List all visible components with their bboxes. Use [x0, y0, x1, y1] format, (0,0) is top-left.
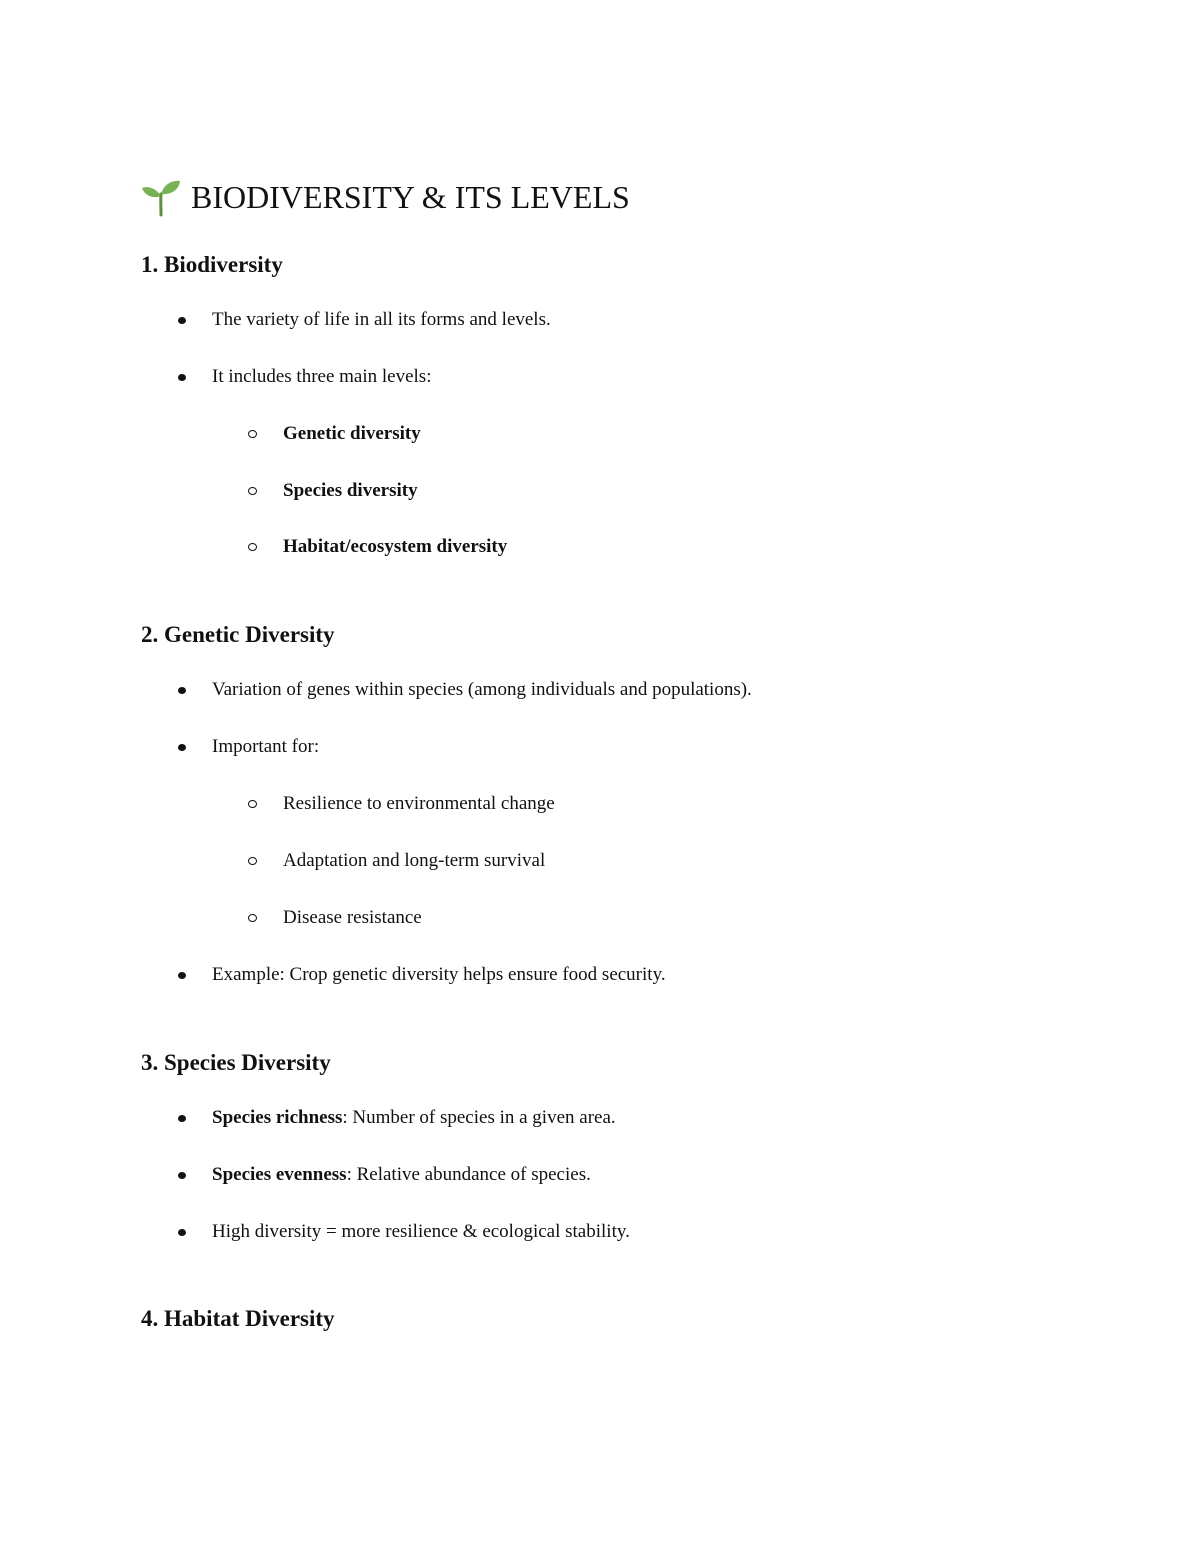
bullet-icon — [178, 744, 186, 751]
hollow-bullet-icon — [248, 914, 257, 922]
definition-text: : Number of species in a given area. — [342, 1107, 616, 1128]
title-text: BIODIVERSITY & ITS LEVELS — [191, 179, 630, 215]
sub-list-item: Resilience to environmental change — [283, 793, 555, 814]
sub-list-item: Adaptation and long-term survival — [283, 850, 546, 871]
section-heading-species-diversity: 3. Species Diversity — [141, 1050, 331, 1075]
hollow-bullet-icon — [248, 800, 257, 808]
bullet-icon — [178, 317, 186, 324]
list-item — [212, 1106, 616, 1130]
definition-text: : Relative abundance of species. — [346, 1164, 591, 1185]
hollow-bullet-icon — [248, 543, 257, 551]
bullet-icon — [178, 687, 186, 694]
section-heading-habitat-diversity: 4. Habitat Diversity — [141, 1306, 335, 1331]
list-item: Variation of genes within species (among individuals and populations). — [212, 679, 752, 700]
hollow-bullet-icon — [248, 430, 257, 438]
sub-list-item: Genetic diversity — [283, 423, 421, 444]
section-heading-biodiversity: 1. Biodiversity — [141, 252, 283, 277]
sub-list-item: Disease resistance — [283, 907, 422, 928]
sprout-icon — [141, 177, 181, 217]
term-species-evenness: Species evenness — [212, 1164, 347, 1185]
list-item: The variety of life in all its forms and levels. — [212, 309, 551, 330]
list-item: High diversity = more resilience & ecological stability. — [212, 1221, 630, 1242]
document-title — [141, 176, 630, 218]
hollow-bullet-icon — [248, 487, 257, 495]
bullet-icon — [178, 1172, 186, 1179]
list-item: It includes three main levels: — [212, 366, 432, 387]
sub-list-item: Species diversity — [283, 480, 418, 501]
hollow-bullet-icon — [248, 857, 257, 865]
bullet-icon — [178, 1115, 186, 1122]
bullet-icon — [178, 972, 186, 979]
bullet-icon — [178, 1229, 186, 1236]
bullet-icon — [178, 374, 186, 381]
sub-list-item: Habitat/ecosystem diversity — [283, 536, 508, 557]
list-item: Example: Crop genetic diversity helps ensure food security. — [212, 964, 666, 985]
section-heading-genetic-diversity: 2. Genetic Diversity — [141, 622, 335, 647]
term-species-richness: Species richness — [212, 1107, 343, 1128]
list-item — [212, 1163, 591, 1187]
list-item: Important for: — [212, 736, 320, 757]
